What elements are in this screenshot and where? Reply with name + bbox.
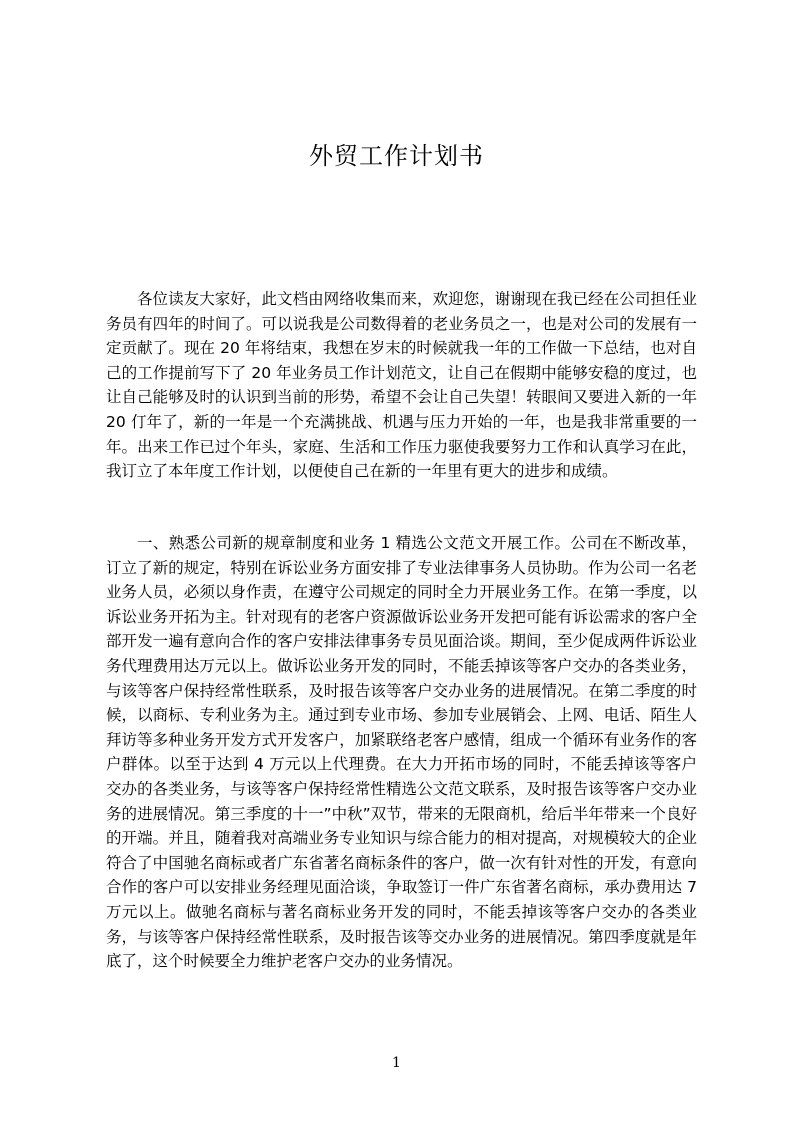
- document-title: 外贸工作计划书: [309, 142, 484, 170]
- page-number: 1: [392, 1055, 401, 1071]
- paragraph-text: 一、熟悉公司新的规章制度和业务 1 精选公文范文开展工作。公司在不断改革，订立了新的规定，特别在诉讼业务方面安排了专业法律事务人员协助。作为公司一名老业务人员，必须以身作责，在遵守公司规定的同时全力开展业务工作。在第一季度，以诉讼业务开拓为主。针对现有的老客户资源做诉讼业务开发把可能有诉讼需求的客户全部开发一遍有意向合作的客户安排法律事务专员见面洽谈。期间，至少促成两件诉讼业务代理费用达万元以上。做诉讼业务开发的同时，不能丢掉该等客户交办的各类业务，与该等客户保持经常性联系，及时报告该等客户交办业务的进展情况。在第二季度的时候，以商标、专利业务为主。通过到专业市场、参加专业展销会、上网、电话、陌生人拜访等多种业务开发方式开发客户，加紧联络老客户感情，组成一个循环有业务作的客户群体。以至于达到 4 万元以上代理费。在大力开拓市场的同时，不能丢掉该等客户交办的各类业务，与该等客户保持经常性精选公文范文联系，及时报告该等客户交办业务的进展情况。第三季度的十一”中秋”双节，带来的无限商机，给后半年带来一个良好的开端。并且，随着我对高端业务专业知识与综合能力的相对提高，对规模较大的企业符合了中国驰名商标或者广东省著名商标条件的客户，做一次有针对性的开发，有意向合作的客户可以安排业务经理见面洽谈，争取签订一件广东省著名商标，承办费用达 7 万元以上。做驰名商标与著名商标业务开发的同时，不能丢掉该等客户交办的各类业务，与该等客户保持经常性联系，及时报告该等交办业务的进展情况。第四季度就是年底了，这个时候要全力维护老客户交办的业务情况。: [106, 534, 697, 971]
- paragraph-intro: [106, 287, 697, 484]
- paragraph-text: 各位读友大家好，此文档由网络收集而来，欢迎您，谢谢现在我已经在公司担任业务员有四年的时间了。可以说我是公司数得着的老业务员之一，也是对公司的发展有一定贡献了。现在 20 年将结束，我想在岁末的时候就我一年的工作做一下总结，也对自己的工作提前写下了 20 年业务员工作计划范文，让自己在假期中能够安稳的度过，也让自己能够及时的认识到当前的形势，希望不会让自己失望！转眼间又要进入新的一年 20 仃年了，新的一年是一个充满挑战、机遇与压力开始的一年，也是我非常重要的一年。出来工作已过个年头，家庭、生活和工作压力驱使我要努力工作和认真学习在此，我订立了本年度工作计划，以便使自己在新的一年里有更大的进步和成绩。: [106, 290, 697, 481]
- paragraph-section-one: [106, 531, 697, 974]
